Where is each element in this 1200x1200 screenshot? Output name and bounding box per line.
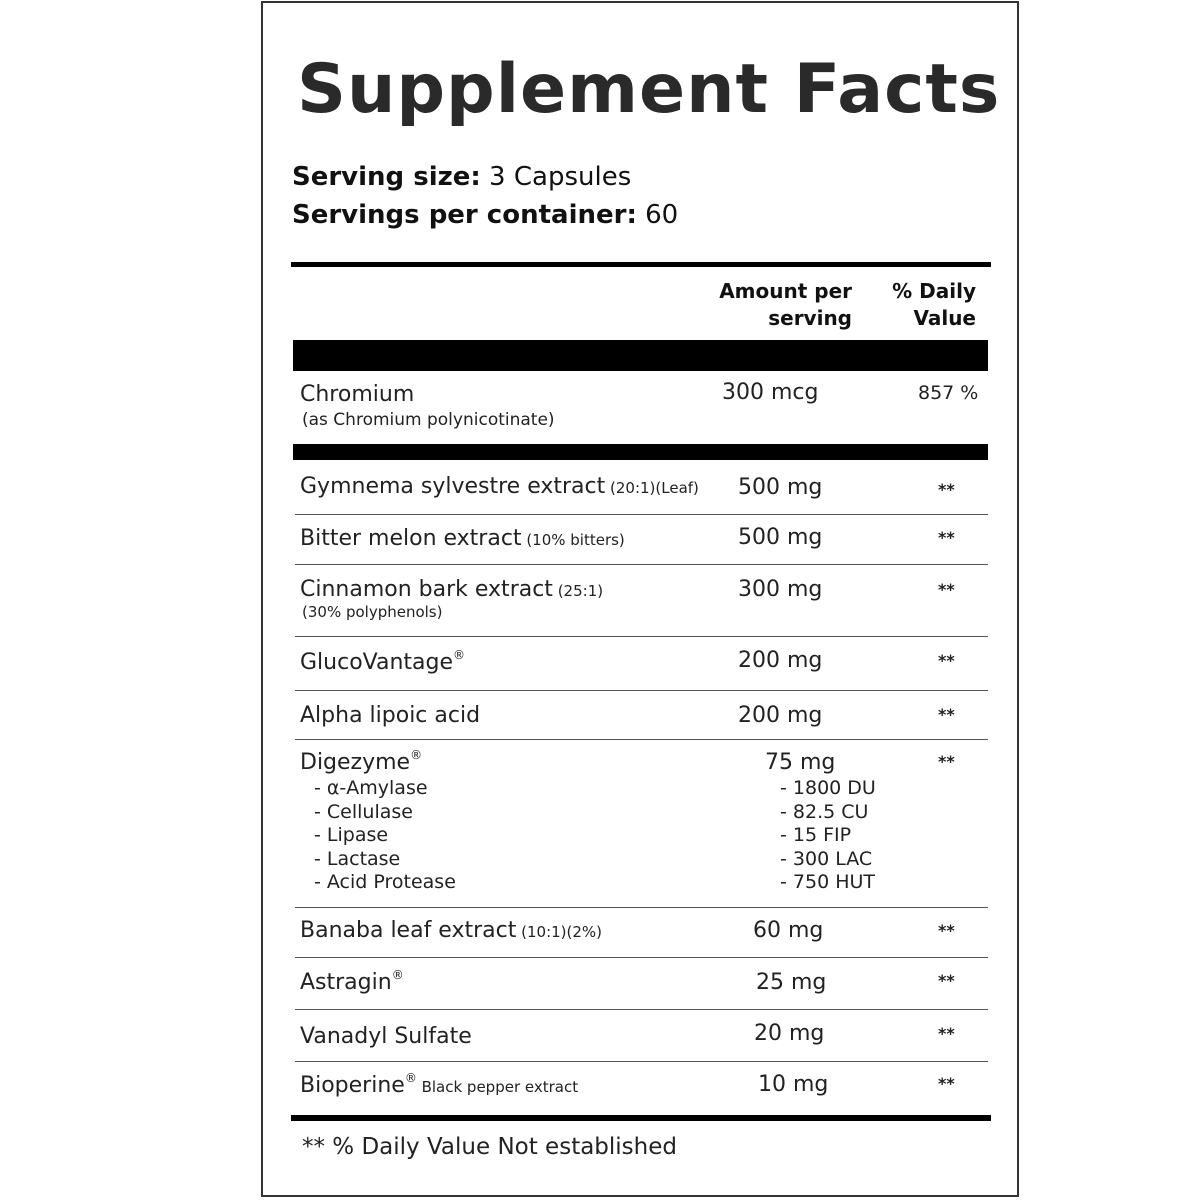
row-divider — [295, 957, 988, 958]
row-divider — [295, 690, 988, 691]
ingredient-name: Digezyme® — [300, 748, 423, 775]
enzyme-name: - Acid Protease — [314, 871, 456, 893]
enzyme-name: - Cellulase — [314, 800, 413, 823]
ingredient-amount: 200 mg — [738, 648, 823, 673]
ingredient-amount: 25 mg — [756, 970, 827, 995]
chromium-name: Chromium — [300, 382, 415, 407]
amount-header-line2: serving — [768, 306, 852, 330]
enzyme-amount: - 15 FIP — [780, 824, 852, 846]
ingredient-amount: 300 mg — [738, 577, 823, 602]
ingredient-daily-value: ** — [938, 705, 955, 724]
ingredient-name: Banaba leaf extract (10:1)(2%) — [300, 918, 603, 943]
ingredient-name: Bitter melon extract (10% bitters) — [300, 526, 625, 551]
chromium-source: (as Chromium polynicotinate) — [302, 410, 555, 430]
ingredient-name: Astragin® — [300, 968, 404, 995]
row-divider — [295, 1009, 988, 1010]
header-black-band — [293, 340, 988, 371]
ingredient-amount: 500 mg — [738, 525, 823, 550]
servings-per-container-label: Servings per container: — [292, 200, 637, 230]
ingredient-name: GlucoVantage® — [300, 648, 466, 675]
row-divider — [295, 907, 988, 908]
ingredient-amount: 500 mg — [738, 475, 823, 500]
amount-header-line1: Amount per — [719, 279, 852, 303]
ingredient-daily-value: ** — [938, 651, 955, 670]
ingredient-amount: 60 mg — [753, 918, 824, 943]
ingredient-daily-value: ** — [938, 752, 955, 771]
servings-per-container-value: 60 — [636, 200, 679, 230]
daily-value-header-line1: % Daily — [892, 279, 976, 303]
ingredient-daily-value: ** — [938, 580, 955, 599]
enzyme-amount: - 300 LAC — [780, 847, 873, 870]
ingredient-daily-value: ** — [938, 480, 955, 499]
ingredient-daily-value: ** — [938, 528, 955, 547]
enzyme-amount-list — [780, 777, 876, 895]
row-divider — [295, 1061, 988, 1062]
daily-value-header — [866, 278, 976, 332]
ingredient-name: Bioperine® Black pepper extract — [300, 1071, 579, 1098]
ingredient-name: Gymnema sylvestre extract (20:1)(Leaf) — [300, 474, 699, 499]
row-divider — [295, 514, 988, 515]
ingredient-daily-value: ** — [938, 1074, 955, 1093]
chromium-amount: 300 mcg — [722, 380, 819, 405]
amount-header — [700, 278, 852, 332]
ingredient-name: Alpha lipoic acid — [300, 703, 481, 728]
ingredient-amount: 20 mg — [754, 1021, 825, 1046]
enzyme-amount: - 1800 DU — [780, 777, 876, 799]
ingredient-daily-value: ** — [938, 971, 955, 990]
serving-size-value: 3 Capsules — [480, 162, 632, 192]
enzyme-amount: - 82.5 CU — [780, 800, 869, 823]
label-title: Supplement Facts — [297, 50, 1001, 129]
ingredient-subnote: (30% polyphenols) — [302, 603, 443, 621]
serving-size-label: Serving size: — [292, 162, 481, 192]
enzyme-name: - Lipase — [314, 824, 389, 846]
serving-size — [292, 162, 631, 192]
ingredient-amount: 10 mg — [758, 1072, 829, 1097]
enzyme-list — [314, 777, 456, 895]
enzyme-amount: - 750 HUT — [780, 871, 875, 893]
row-divider — [295, 636, 988, 637]
top-divider — [291, 262, 991, 267]
ingredient-name: Cinnamon bark extract (25:1) — [300, 577, 604, 602]
servings-per-container — [292, 200, 678, 230]
chromium-daily-value: 857 % — [918, 382, 979, 404]
enzyme-name: - α-Amylase — [314, 777, 428, 799]
ingredient-name: Vanadyl Sulfate — [300, 1024, 472, 1049]
ingredient-daily-value: ** — [938, 1024, 955, 1043]
daily-value-header-line2: Value — [913, 306, 976, 330]
bottom-divider — [291, 1115, 991, 1121]
row-divider — [295, 739, 988, 740]
enzyme-name: - Lactase — [314, 847, 401, 870]
chromium-black-band — [293, 444, 988, 460]
ingredient-amount: 200 mg — [738, 703, 823, 728]
row-divider — [295, 564, 988, 565]
ingredient-daily-value: ** — [938, 921, 955, 940]
ingredient-amount: 75 mg — [765, 750, 836, 775]
footnote: ** % Daily Value Not established — [302, 1134, 677, 1160]
